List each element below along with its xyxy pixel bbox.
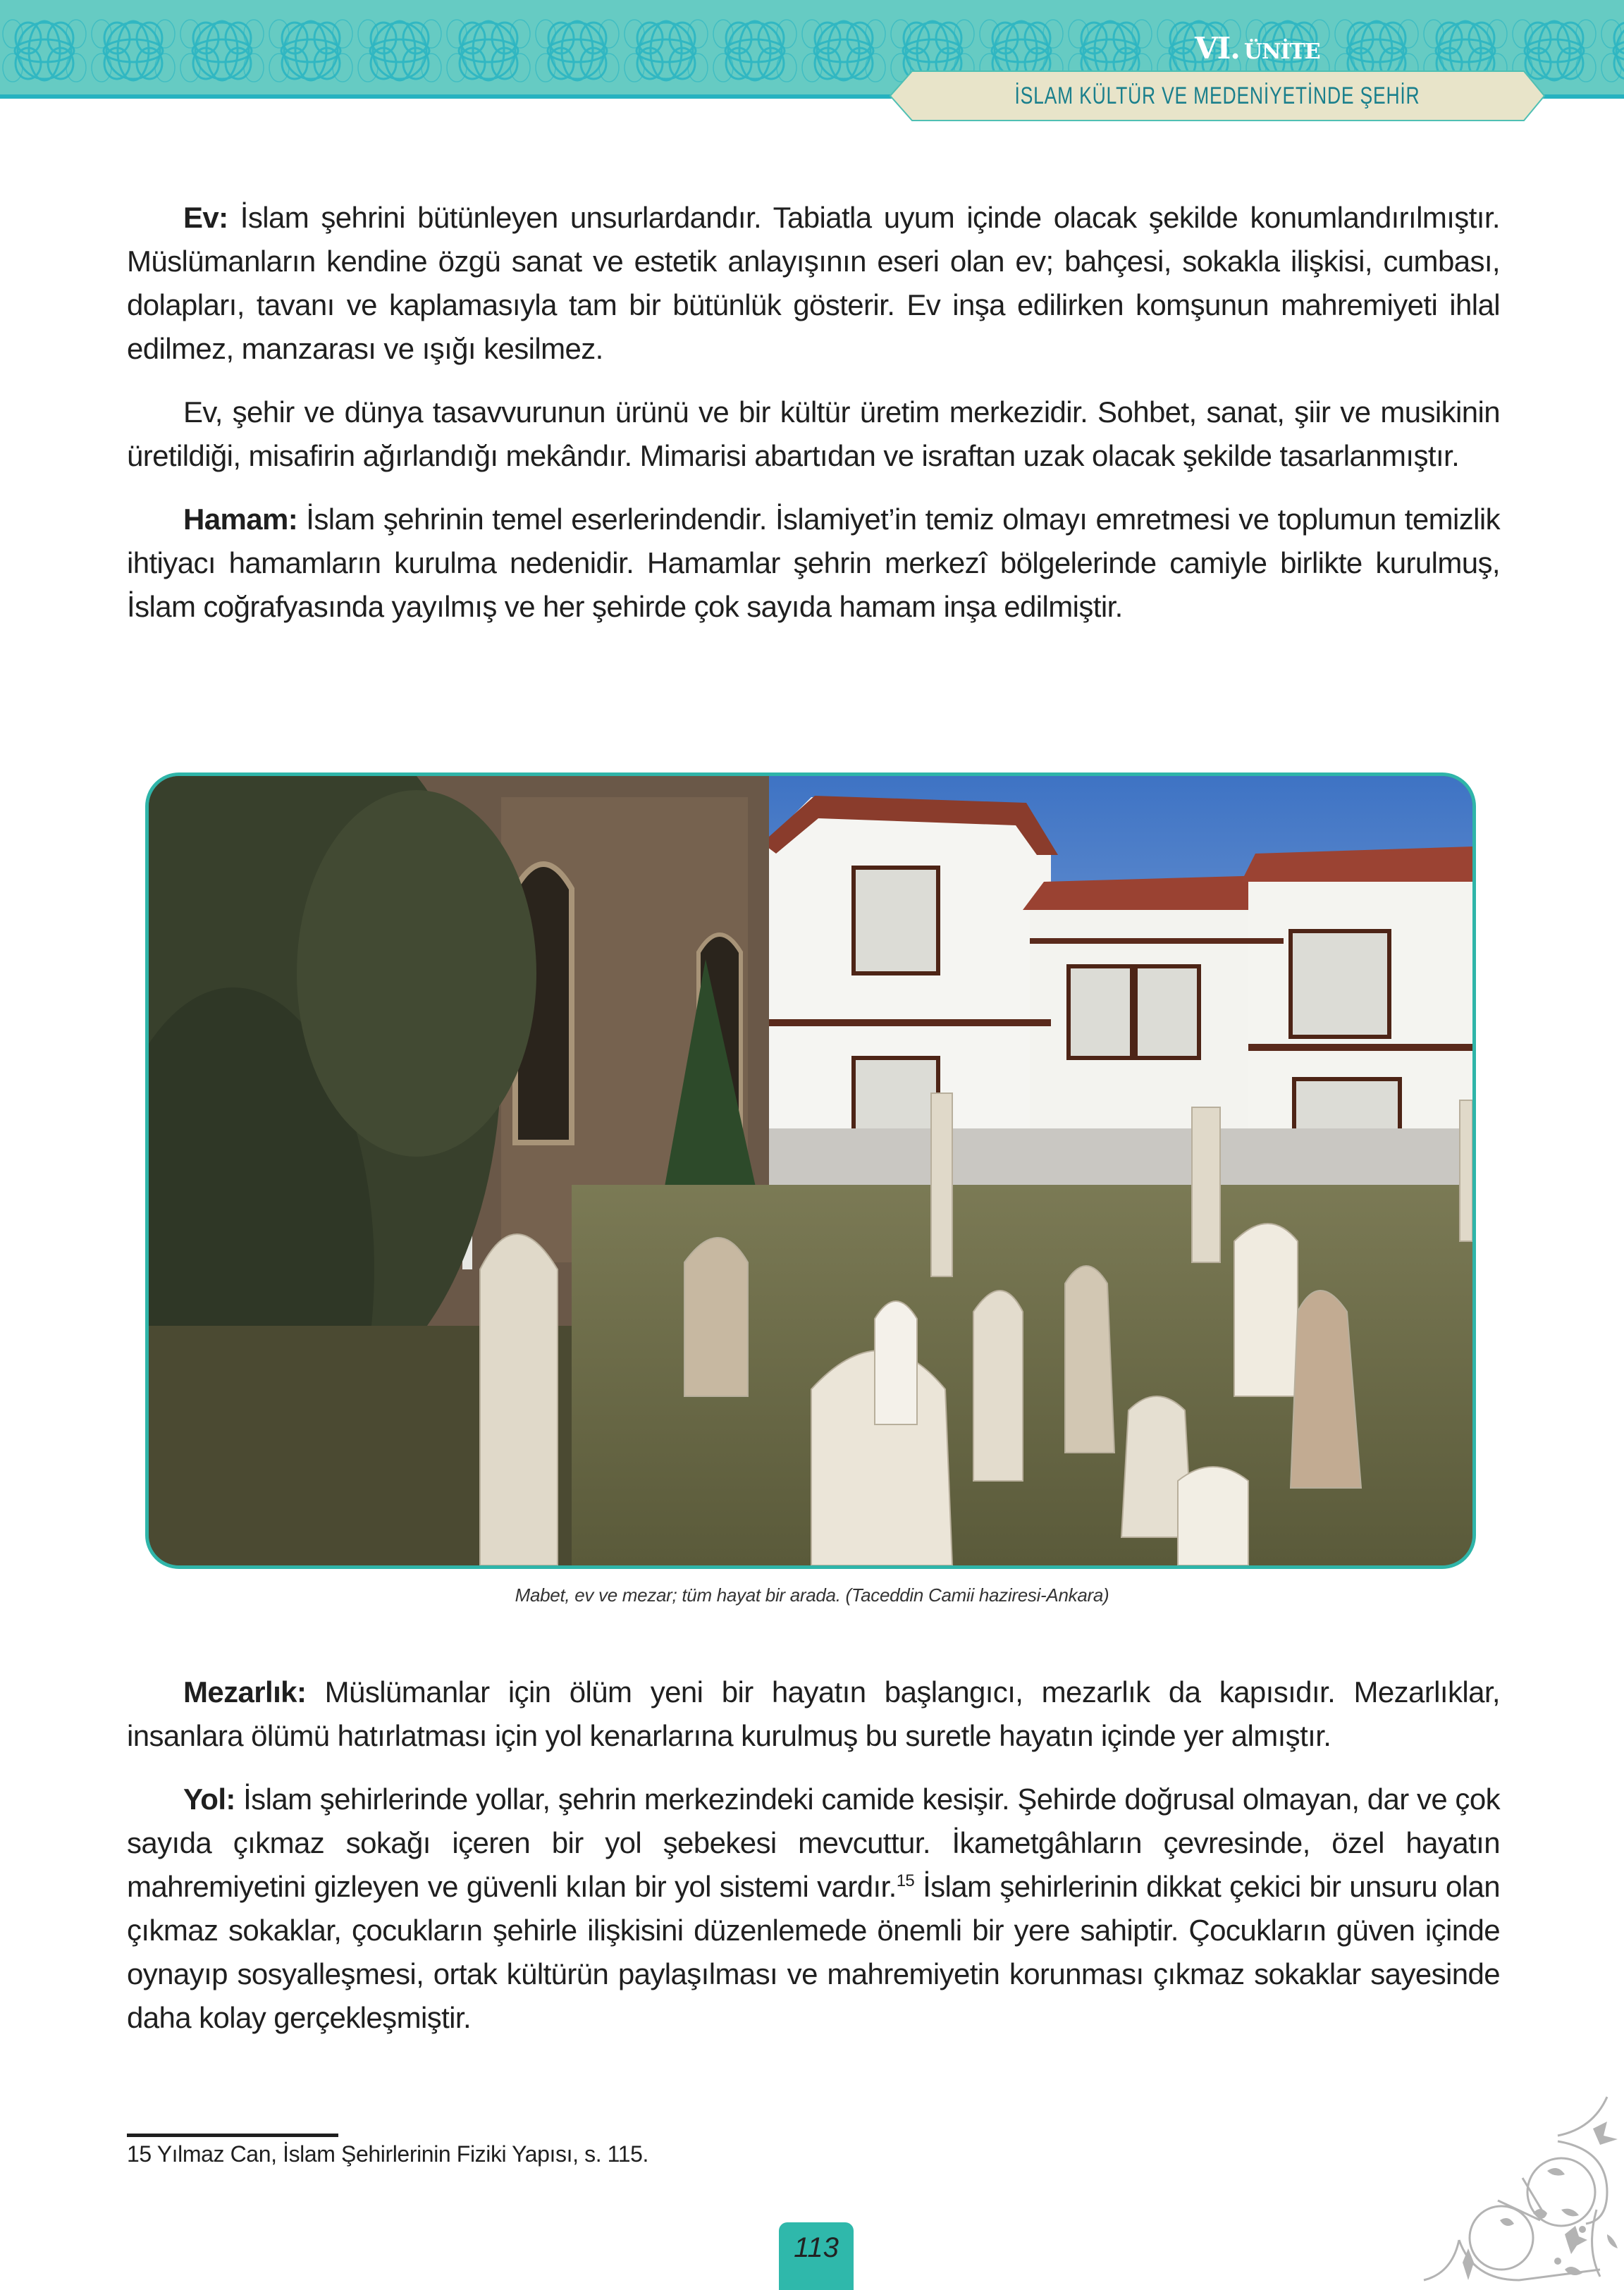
footnote-ref-15[interactable]: 15 [896, 1871, 915, 1890]
body-text-bottom [127, 1670, 1500, 2060]
footnote-rule [127, 2134, 338, 2137]
paragraph-hamam: Hamam: İslam şehrinin temel eserlerindendir. İslamiyet’in temiz olmayı emretmesi ve toplumun temizlik ihtiyacı hamamların kurulma nedenidir. Hamamlar şehrin merkezî bölgelerinde camiyle birlikte kurulmuş, İslam coğrafyasında yayılmış ve her şehirde çok sayıda hamam inşa edilmiştir. [127, 503, 1500, 623]
figure-photo [145, 772, 1476, 1569]
paragraph-ev-2: Ev, şehir ve dünya tasavvurunun ürünü ve bir kültür üretim merkezidir. Sohbet, sanat, şiir ve musikinin üretildiği, misafirin ağırlandığı mekândır. Mimarisi abartıdan ve israftan uzak olacak şekilde tasarlanmıştır. [127, 395, 1500, 472]
paragraph-ev: Ev: İslam şehrini bütünleyen unsurlardandır. Tabiatla uyum içinde olacak şekilde konumlandırılmıştır. Müslümanların kendine özgü sanat ve estetik anlayışının eseri olan ev; bahçesi, sokakla ilişkisi, cumbası, dolapları, tavanı ve kaplamasıyla tam bir bütünlük gösterir. Ev inşa edilirken komşunun mahremiyeti ihlal edilmez, manzarası ve ışığı kesilmez. [127, 201, 1500, 365]
floral-corner-ornament-icon [1396, 2079, 1624, 2290]
page-number: 113 [794, 2232, 839, 2263]
paragraph-mezarlik: Mezarlık: Müslümanlar için ölüm yeni bir hayatın başlangıcı, mezarlık da kapısıdır. Mezarlıklar, insanlara ölümü hatırlatması için yol kenarlarına kurulmuş bu suretle hayatın içinde yer almıştır. [127, 1675, 1500, 1752]
body-text-top [127, 196, 1500, 648]
term-yol: Yol: [183, 1783, 235, 1816]
cemetery-photo-icon [149, 776, 1472, 1565]
term-mezarlik: Mezarlık: [183, 1675, 307, 1709]
page-number-tab [779, 2222, 854, 2290]
paragraph-yol: Yol: İslam şehirlerinde yollar, şehrin merkezindeki camide kesişir. Şehirde doğrusal olmayan, dar ve çok sayıda çıkmaz sokağı içeren bir yol şebekesi mevcuttur. İkametgâhların çevresinde, özel hayatın mahremiyetini gizleyen ve güvenli kılan bir yol sistemi vardır.$^{15}$ İslam şehirlerinin dikkat çekici bir unsuru olan çıkmaz sokaklar, çocukların şehirle ilişkisini düzenlemede önemli bir yere sahiptir. Çocukların güven içinde oynayıp sosyalleşmesi, ortak kültürün paylaşılması ve mahremiyetin korunması çıkmaz sokaklar sayesinde daha kolay gerçekleşmiştir. [127, 1783, 1500, 2034]
figure-caption: Mabet, ev ve mezar; tüm hayat bir arada. (Taceddin Camii haziresi-Ankara) [515, 1584, 1109, 1606]
term-ev: Ev: [183, 201, 228, 234]
term-hamam: Hamam: [183, 503, 298, 536]
footnote-15: 15 Yılmaz Can, İslam Şehirlerinin Fiziki Yapısı, s. 115. [127, 2141, 648, 2167]
chapter-title: İSLAM KÜLTÜR VE MEDENİYETİNDE ŞEHİR [1014, 82, 1420, 109]
chapter-banner [890, 70, 1545, 121]
unit-title [1195, 31, 1320, 66]
unit-number: VI. [1195, 31, 1240, 66]
unit-word: ÜNİTE [1243, 39, 1320, 64]
